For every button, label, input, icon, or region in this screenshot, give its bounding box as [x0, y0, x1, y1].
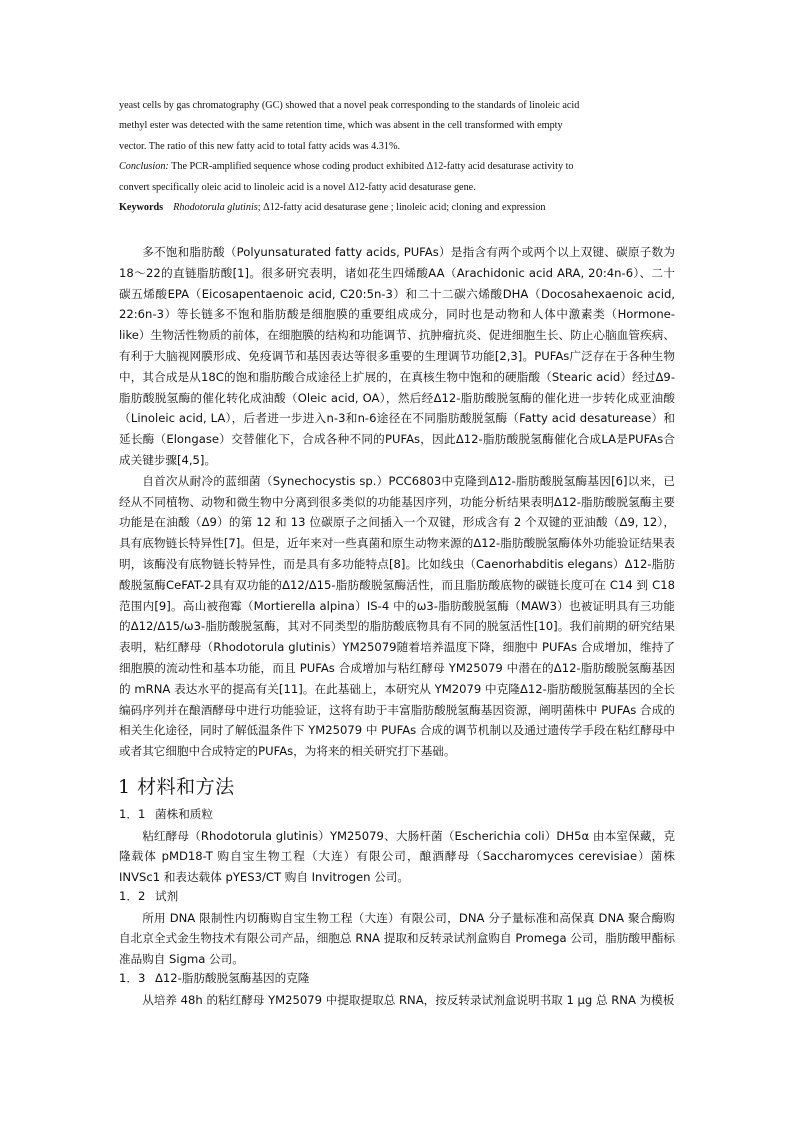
conclusion-text-1: The PCR-amplified sequence whose coding product exhibited Δ12-fatty acid desaturase activity to — [168, 161, 574, 173]
conclusion-label: Conclusion: — [119, 161, 169, 173]
conclusion-line-2: convert specifically oleic acid to linoleic acid is a novel Δ12-fatty acid desaturase gene. — [119, 181, 476, 193]
subsection-1-text: 粘红酵母（Rhodotorula glutinis）YM25079、大肠杆菌（Escherichia coli）DH5α 由本室保藏，克隆载体 pMD18-T 购自宝生物工程（大连）有限公司，酿酒酵母（Saccharomyces cerevisiae）菌株 INVSc1 和表达载体 pYES3/CT 购自 Invitrogen 公司。 — [119, 829, 675, 884]
keywords-species: Rhodotorula glutinis — [173, 202, 258, 214]
intro-paragraph-2: 自首次从耐冷的蓝细菌（Synechocystis sp.）PCC6803中克隆到Δ12-脂肪酸脱氢酶基因[6]以来，已经从不同植物、动物和微生物中分离到很多类似的功能基因序列，功能分析结果表明Δ12-脂肪酸脱氢酶主要功能是在油酸（Δ9）的第 12 和 13 位碳原子之间插入一个双键，形成含有 2 个双键的亚油酸（Δ9, 12），具有底物链长特异性[7]。但是，近年来对一些真菌和原生动物来源的Δ12-脂肪酸脱氢酶体外功能验证结果表明，该酶没有底物链长特异性，而是具有多功能特点[8]。比如线虫（Caenorhabditis elegans）Δ12-脂肪酸脱氢酶CeFAT-2具有双功能的Δ12/Δ15-脂肪酸脱氢酶活性，而且脂肪酸底物的碳链长度可在 C14 到 C18 范围内[9]。高山被孢霉（Mortierella alpina）IS-4 中的ω3-脂肪酸脱氢酶（MAW3）也被证明具有三功能的Δ12/Δ15/ω3-脂肪酸脱氢酶，其对不同类型的脂肪酸底物具有不同的脱氢活性[10]。我们前期的研究结果表明，粘红酵母（Rhodotorula glutinis）YM25079随着培养温度下降，细胞中 PUFAs 合成增加，维持了细胞膜的流动性和基本功能，而且 PUFAs 合成增加与粘红酵母 YM25079 中潜在的Δ12-脂肪酸脱氢酶基因的 mRNA 表达水平的提高有关[11]。在此基础上，本研究从 YM2079 中克隆Δ12-脂肪酸脱氢酶基因的全长编码序列并在酿酒酵母中进行功能验证，这将有助于丰富脂肪酸脱氢酶基因资源，阐明菌株中 PUFAs 合成的相关生化途径，同时了解低温条件下 YM25079 中 PUFAs 合成的调节机制以及通过遗传学手段在粘红酵母中或者其它细胞中合成特定的PUFAs，为将来的相关研究打下基础。 — [119, 473, 675, 759]
subsection-3-text: 从培养 48h 的粘红酵母 YM25079 中提取提取总 RNA，按反转录试剂盒说明书取 1 μg 总 RNA 为模板 — [142, 993, 675, 1007]
subsection-2-heading — [119, 888, 178, 904]
section-title: 1 材料和方法 — [118, 776, 235, 798]
introduction-block — [119, 242, 675, 762]
subsection-2-body — [119, 908, 675, 969]
conclusion-line-1 — [119, 157, 675, 177]
subsection-2-number: 1．2 — [119, 889, 146, 903]
subsection-1-heading — [119, 806, 213, 822]
keywords-line — [119, 198, 675, 218]
abstract-line-1: yeast cells by gas chromatography (GC) showed that a novel peak corresponding to the standards of linoleic acid — [119, 100, 580, 111]
subsection-2-text: 所用 DNA 限制性内切酶购自宝生物工程（大连）有限公司，DNA 分子量标准和高保真 DNA 聚合酶购自北京全式金生物技术有限公司产品，细胞总 RNA 提取和反转录试剂盒购自 Promega 公司，脂肪酸甲酯标准品购自 Sigma 公司。 — [119, 911, 675, 966]
intro-paragraph-1: 多不饱和脂肪酸（Polyunsaturated fatty acids, PUFAs）是指含有两个或两个以上双键、碳原子数为18～22的直链脂肪酸[1]。很多研究表明，诸如花生四烯酸AA（Arachidonic acid ARA, 20:4n-6）、二十碳五烯酸EPA（Eicosapentaenoic acid, C20:5n-3）和二十二碳六烯酸DHA（Docosahexaenoic acid, 22:6n-3）等长链多不饱和脂肪酸是细胞膜的重要组成成分，同时也是动物和人体中激素类（Hormone-like）生物活性物质的前体，在细胞膜的结构和功能调节、抗肿瘤抗炎、促进细胞生长、防止心脑血管疾病、有利于大脑视网膜形成、免疫调节和基因表达等很多重要的生理调节功能[2,3]。PUFAs广泛存在于各种生物中，其合成是从18C的饱和脂肪酸合成途径上扩展的，在真核生物中饱和的硬脂酸（Stearic acid）经过Δ9-脂肪酸脱氢酶的催化转化成油酸（Oleic acid, OA），然后经Δ12-脂肪酸脱氢酶的催化进一步转化成亚油酸（Linoleic acid, LA），后者进一步进入n-3和n-6途径在不同脂肪酸脱氢酶（Fatty acid desaturease）和延长酶（Elongase）交替催化下，合成各种不同的PUFAs，因此Δ12-脂肪酸脱氢酶催化合成LA是PUFAs合成关键步骤[4,5]。 — [119, 245, 675, 467]
subsection-3-body — [119, 990, 675, 1010]
subsection-3-title: Δ12-脂肪酸脱氢酶基因的克隆 — [155, 971, 310, 985]
subsection-3-heading — [119, 970, 309, 986]
keywords-rest: ; Δ12-fatty acid desaturase gene ; linoleic acid; cloning and expression — [257, 202, 546, 214]
subsection-2-title: 试剂 — [155, 889, 179, 903]
subsection-1-title: 菌株和质粒 — [155, 807, 213, 821]
abstract-block — [119, 96, 675, 218]
abstract-line-3: vector. The ratio of this new fatty acid to total fatty acids was 4.31%. — [119, 140, 401, 152]
subsection-3-number: 1．3 — [119, 971, 146, 985]
keywords-label: Keywords — [119, 202, 164, 214]
subsection-1-body — [119, 826, 675, 887]
abstract-line-2: methyl ester was detected with the same retention time, which was absent in the cell transformed with empty — [119, 120, 563, 132]
subsection-1-number: 1．1 — [119, 807, 146, 821]
